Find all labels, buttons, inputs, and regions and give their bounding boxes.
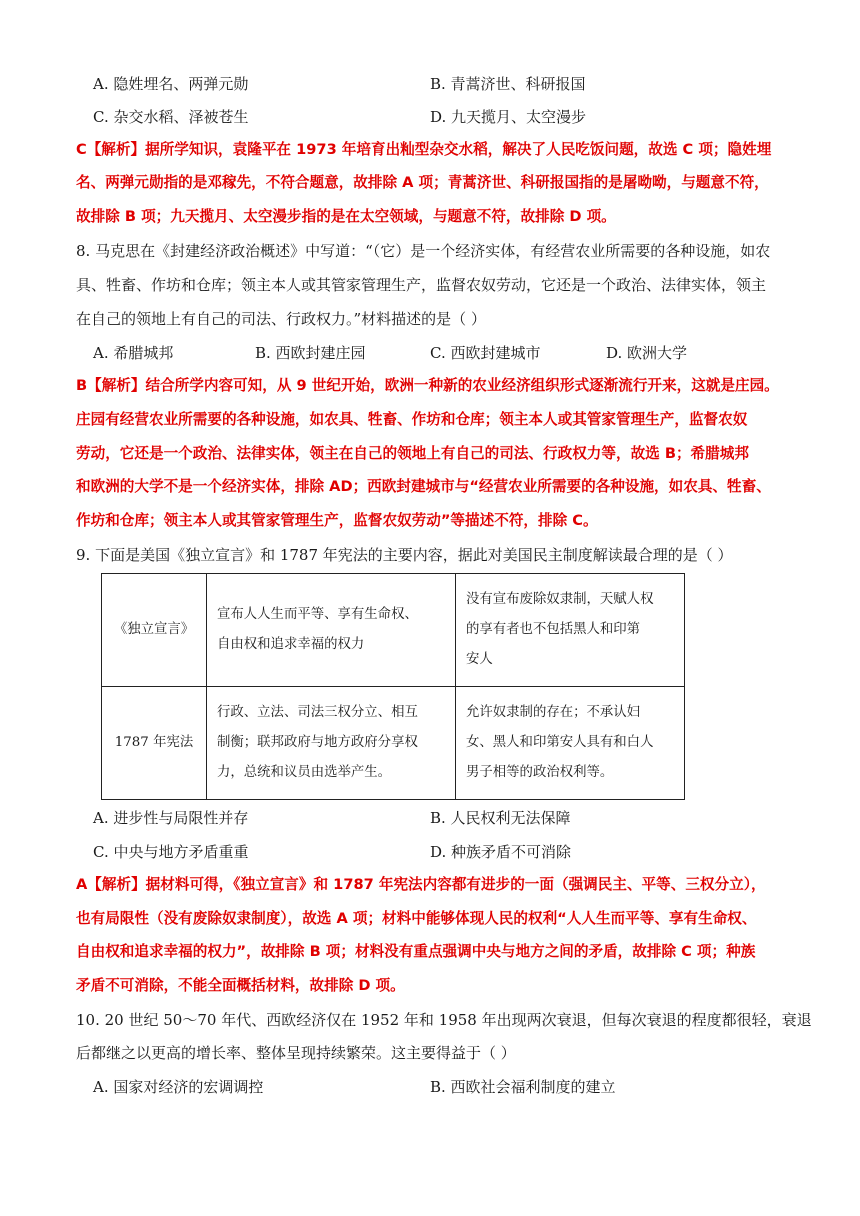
cell-line: 的享有者也不包括黑人和印第 bbox=[466, 622, 641, 637]
q9-analysis-line: 也有局限性（没有废除奴隶制度），故选 A 项；材料中能够体现人民的权利“人人生而平等、享有生命权、 bbox=[76, 910, 757, 927]
q8-analysis-line: 劳动，它还是一个政治、法律实体，领主在自己的领地上有自己的司法、行政权力等，故选 B；希腊城邦 bbox=[76, 445, 749, 462]
table-row bbox=[102, 687, 685, 800]
table-cell-content bbox=[207, 687, 456, 800]
q9-option-c: C. 中央与地方矛盾重重 bbox=[93, 843, 249, 861]
q9-analysis-line: 自由权和追求幸福的权力”，故排除 B 项；材料没有重点强调中央与地方之间的矛盾，故排除 C 项；种族 bbox=[76, 943, 756, 960]
q7-option-c: C. 杂交水稻、泽被苍生 bbox=[93, 108, 249, 126]
cell-line: 制衡；联邦政府与地方政府分享权 bbox=[217, 735, 418, 750]
table-cell-limit bbox=[456, 574, 685, 687]
table-cell-content bbox=[207, 574, 456, 687]
q7-analysis-line: 故排除 B 项；九天揽月、太空漫步指的是在太空领域，与题意不符，故排除 D 项。 bbox=[76, 208, 616, 225]
q9-material-table bbox=[101, 573, 685, 800]
q10-stem-line: 10. 20 世纪 50～70 年代、西欧经济仅在 1952 年和 1958 年出现两次衰退，但每次衰退的程度都很轻，衰退 bbox=[76, 1011, 812, 1029]
q7-analysis-line: C【解析】据所学知识，袁隆平在 1973 年培育出籼型杂交水稻，解决了人民吃饭问题，故选 C 项；隐姓埋 bbox=[76, 141, 772, 158]
q7-option-d: D. 九天揽月、太空漫步 bbox=[430, 108, 587, 126]
q8-analysis-line: B【解析】结合所学内容可知，从 9 世纪开始，欧洲一种新的农业经济组织形式逐渐流行开来，这就是庄园。 bbox=[76, 377, 779, 394]
cell-line: 男子相等的政治权利等。 bbox=[466, 765, 614, 780]
cell-line: 力，总统和议员由选举产生。 bbox=[217, 765, 392, 780]
q8-option-a: A. 希腊城邦 bbox=[93, 344, 174, 362]
q8-stem-line: 具、牲畜、作坊和仓库；领主本人或其管家管理生产，监督农奴劳动，它还是一个政治、法律实体，领主 bbox=[76, 276, 767, 294]
cell-line: 允许奴隶制的存在；不承认妇 bbox=[466, 705, 641, 720]
q9-analysis-line: A【解析】据材料可得，《独立宣言》和 1787 年宪法内容都有进步的一面（强调民主、平等、三权分立）， bbox=[76, 876, 766, 893]
q9-option-a: A. 进步性与局限性并存 bbox=[93, 809, 249, 827]
q9-option-d: D. 种族矛盾不可消除 bbox=[430, 843, 572, 861]
q8-option-c: C. 西欧封建城市 bbox=[430, 344, 541, 362]
cell-line: 安人 bbox=[466, 652, 493, 667]
q8-analysis-line: 庄园有经营农业所需要的各种设施，如农具、牲畜、作坊和仓库；领主本人或其管家管理生产，监督农奴 bbox=[76, 411, 748, 428]
table-row bbox=[102, 574, 685, 687]
q7-option-b: B. 青蒿济世、科研报国 bbox=[430, 75, 586, 93]
q10-option-b: B. 西欧社会福利制度的建立 bbox=[430, 1078, 616, 1096]
q8-stem-line: 在自己的领地上有自己的司法、行政权力。”材料描述的是（ ） bbox=[76, 310, 486, 328]
table-cell-name: 《独立宣言》 bbox=[102, 574, 207, 687]
q8-option-b: B. 西欧封建庄园 bbox=[255, 344, 366, 362]
cell-line: 女、黑人和印第安人具有和白人 bbox=[466, 735, 654, 750]
q8-analysis-line: 和欧洲的大学不是一个经济实体，排除 AD；西欧封建城市与“经营农业所需要的各种设施，如农具、牲畜、 bbox=[76, 478, 771, 495]
q9-stem: 9. 下面是美国《独立宣言》和 1787 年宪法的主要内容，据此对美国民主制度解读最合理的是（ ） bbox=[76, 546, 733, 564]
cell-line: 宣布人人生而平等、享有生命权、 bbox=[217, 607, 418, 622]
q10-stem-line: 后都继之以更高的增长率、整体呈现持续繁荣。这主要得益于（ ） bbox=[76, 1044, 516, 1062]
cell-line: 行政、立法、司法三权分立、相互 bbox=[217, 705, 418, 720]
cell-line: 没有宣布废除奴隶制，天赋人权 bbox=[466, 592, 654, 607]
q8-stem-line: 8. 马克思在《封建经济政治概述》中写道：“（它）是一个经济实体，有经营农业所需要的各种设施，如农 bbox=[76, 242, 771, 260]
q7-analysis-line: 名、两弹元勋指的是邓稼先，不符合题意，故排除 A 项；青蒿济世、科研报国指的是屠呦呦，与题意不符， bbox=[76, 174, 769, 191]
cell-line: 自由权和追求幸福的权力 bbox=[217, 637, 365, 652]
table-cell-limit bbox=[456, 687, 685, 800]
q7-option-a: A. 隐姓埋名、两弹元勋 bbox=[93, 75, 249, 93]
table-cell-name: 1787 年宪法 bbox=[102, 687, 207, 800]
q8-option-d: D. 欧洲大学 bbox=[606, 344, 688, 362]
q9-option-b: B. 人民权利无法保障 bbox=[430, 809, 571, 827]
q8-analysis-line: 作坊和仓库；领主本人或其管家管理生产，监督农奴劳动”等描述不符，排除 C。 bbox=[76, 512, 598, 529]
q9-analysis-line: 矛盾不可消除，不能全面概括材料，故排除 D 项。 bbox=[76, 977, 405, 994]
q10-option-a: A. 国家对经济的宏调调控 bbox=[93, 1078, 264, 1096]
